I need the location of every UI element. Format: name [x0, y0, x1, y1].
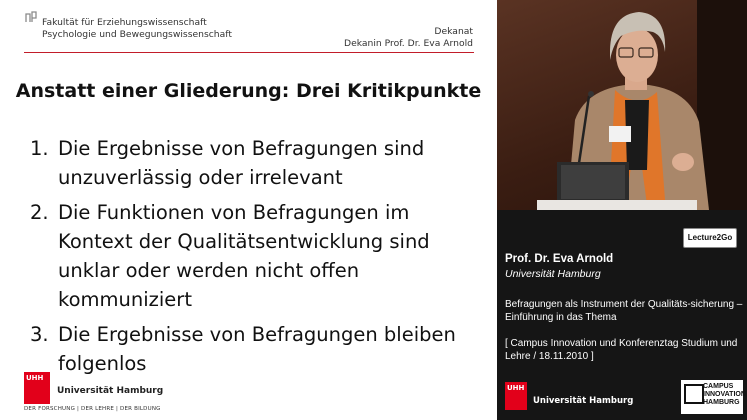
ci-logo-box: [684, 384, 704, 404]
faculty-name: [42, 17, 232, 41]
faculty-logo-icon: [24, 10, 40, 24]
ci-logo-line-3: HAMBURG: [703, 399, 740, 406]
point-text: Die Funktionen von Befragungen im Kontext der Qualitätsentwicklung sind unklar oder werden nicht offen kommuniziert: [58, 201, 430, 311]
speaker-video[interactable]: [497, 0, 747, 210]
point-text: Die Ergebnisse von Befragungen bleiben folgenlos: [58, 323, 456, 375]
point-number: 3.: [30, 323, 49, 346]
ci-logo-line-2: INNOVATION: [703, 391, 746, 398]
ci-logo-line-1: CAMPUS: [703, 383, 734, 390]
uhh-logo-icon: [505, 382, 527, 410]
uhh-name: Universität Hamburg: [57, 386, 164, 396]
faculty-line-2: Psychologie und Bewegungswissenschaft: [42, 29, 232, 40]
uhh-logo-icon: [24, 372, 50, 404]
critique-point: [30, 134, 490, 192]
speaker-name: Prof. Dr. Eva Arnold: [505, 253, 614, 265]
talk-title: Befragungen als Instrument der Qualitäts-sicherung – Einführung in das Thema: [505, 299, 743, 323]
speaker-university: Universität Hamburg: [505, 268, 601, 280]
critique-point: [30, 320, 490, 378]
lecture2go-logo[interactable]: Lecture2Go: [683, 228, 737, 248]
header-divider: [24, 52, 474, 53]
point-number: 1.: [30, 137, 49, 160]
point-text: Die Ergebnisse von Befragungen sind unzuverlässig oder irrelevant: [58, 137, 425, 189]
critique-list: [30, 134, 490, 384]
slide-title: Anstatt einer Gliederung: Drei Kritikpunkte: [15, 80, 482, 102]
uhh-logo-mark: UHH: [507, 384, 525, 392]
dean-office: [344, 26, 473, 50]
dean-line-2: Dekanin Prof. Dr. Eva Arnold: [344, 38, 473, 49]
event-info: [ Campus Innovation und Konferenztag Studium und Lehre / 18.11.2010 ]: [505, 338, 738, 362]
faculty-line-1: Fakultät für Erziehungswissenschaft: [42, 17, 207, 28]
uhh-motto: DER FORSCHUNG | DER LEHRE | DER BILDUNG: [24, 406, 161, 412]
uhh-logo-mark: UHH: [26, 374, 44, 382]
critique-point: [30, 198, 490, 314]
campus-innovation-logo-icon[interactable]: [681, 380, 746, 414]
dean-line-1: Dekanat: [434, 26, 473, 37]
uhh-name: Universität Hamburg: [533, 396, 634, 406]
point-number: 2.: [30, 201, 49, 224]
speaker-figure: [497, 0, 747, 210]
lecture-info-panel: [497, 210, 747, 420]
